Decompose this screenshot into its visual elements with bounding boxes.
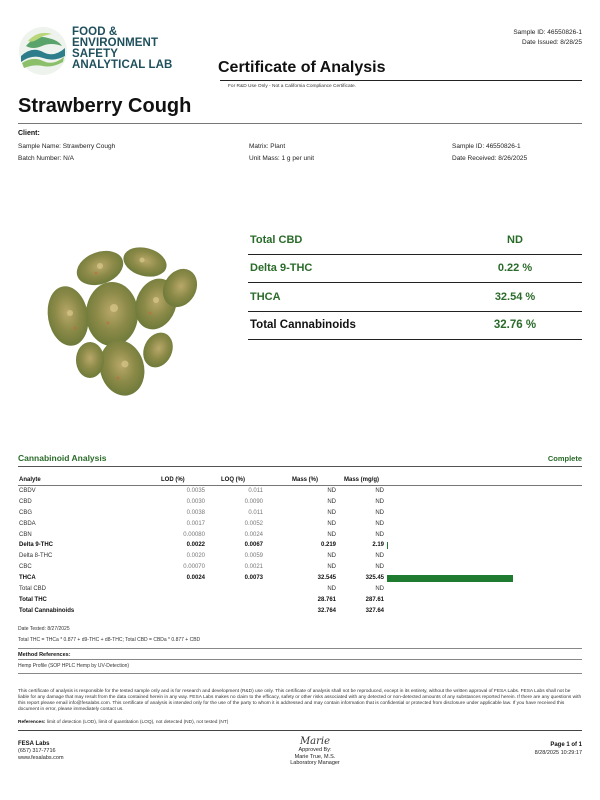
summary-label: Delta 9-THC <box>250 262 313 275</box>
sample-name: Sample Name: Strawberry Cough <box>18 143 116 150</box>
table-row <box>18 562 582 573</box>
footer-divider <box>18 730 582 731</box>
cannabinoid-table <box>18 475 582 617</box>
page-number: Page 1 of 1 <box>550 742 582 748</box>
cell-loq: 0.011 <box>248 509 263 516</box>
cell-mass-pct: ND <box>327 564 336 571</box>
client-label: Client: <box>18 130 40 137</box>
footer-approval <box>270 736 360 767</box>
cell-mass-pct: ND <box>327 520 336 527</box>
table-row <box>18 551 582 562</box>
summary-value: 32.54 % <box>494 290 536 303</box>
cell-mass-pct: ND <box>327 498 336 505</box>
cell-mass-pct: ND <box>327 531 336 538</box>
references-label: References: <box>18 720 46 725</box>
table-row <box>18 573 582 584</box>
cell-mass-mg: ND <box>375 488 384 494</box>
cell-lod: 0.0030 <box>186 498 205 505</box>
cell-lod: 0.00070 <box>183 564 205 571</box>
summary-table <box>248 226 582 340</box>
summary-row-total-cbd <box>248 226 582 255</box>
cell-mass-mg: ND <box>375 520 384 527</box>
date-tested: Date Tested: 8/27/2025 <box>18 626 70 632</box>
table-row <box>18 606 582 617</box>
cell-lod: 0.0017 <box>186 520 205 527</box>
summary-label: Total Cannabinoids <box>250 319 356 332</box>
product-photo <box>30 228 225 408</box>
product-title: Strawberry Cough <box>18 95 192 117</box>
summary-value: ND <box>507 233 523 246</box>
unit-mass: Unit Mass: 1 g per unit <box>249 155 315 162</box>
cell-loq: 0.0052 <box>244 520 263 527</box>
cell-mass-pct: 28.761 <box>317 596 336 603</box>
table-header-row <box>18 475 582 486</box>
title-divider <box>18 123 582 124</box>
references <box>18 720 228 725</box>
cell-analyte: Total CBD <box>19 586 47 593</box>
approver-name: Marie True, M.S. <box>294 753 336 760</box>
table-row <box>18 540 582 551</box>
cell-analyte: CBG <box>19 509 33 516</box>
analysis-status: Complete <box>547 454 582 463</box>
footer-lab-info <box>18 741 64 762</box>
cell-mass-pct: 32.764 <box>317 607 336 614</box>
batch-number: Batch Number: N/A <box>18 155 74 162</box>
cell-loq: 0.011 <box>248 488 263 494</box>
cell-analyte: CBD <box>19 498 32 505</box>
cell-loq: 0.0067 <box>244 542 263 549</box>
references-text: limit of detection (LOD), limit of quantitation (LOQ), not detected (ND), not tested (NT) <box>46 720 229 725</box>
cell-mass-mg: ND <box>375 586 384 593</box>
header-mass-mg: Mass (mg/g) <box>344 477 380 483</box>
header-lod: LOD (%) <box>161 477 185 483</box>
cell-loq: 0.0024 <box>244 531 263 538</box>
mass-bar <box>387 542 388 549</box>
table-row <box>18 584 582 595</box>
total-formula: Total THC = THCa * 0.877 + d9-THC + d8-THC; Total CBD = CBDa * 0.877 + CBD <box>18 637 201 643</box>
date-received: Date Received: 8/26/2025 <box>452 155 528 162</box>
summary-label: THCA <box>250 290 281 303</box>
cell-loq: 0.0021 <box>244 564 263 571</box>
cell-mass-pct: ND <box>327 509 336 516</box>
analysis-divider <box>18 466 582 467</box>
cell-mass-mg: 2.19 <box>372 542 384 549</box>
report-timestamp: 8/28/2025 10:29:17 <box>534 750 582 756</box>
header-sample-id: Sample ID: 46550826-1 <box>513 29 582 36</box>
cell-lod: 0.0020 <box>186 553 205 560</box>
client-info-col-1 <box>18 141 115 165</box>
header-divider <box>220 80 582 81</box>
cell-mass-mg: 327.64 <box>365 607 384 614</box>
summary-row-thca <box>248 283 582 312</box>
lab-name: FESA Labs <box>18 741 50 747</box>
cell-lod: 0.0038 <box>186 509 205 516</box>
header-analyte: Analyte <box>19 477 41 483</box>
cell-analyte: CBC <box>19 564 32 571</box>
cell-analyte: Delta 9-THC <box>19 542 54 549</box>
lab-logo-icon <box>18 26 68 76</box>
cell-mass-mg: ND <box>375 509 384 516</box>
table-row <box>18 486 582 497</box>
method-divider <box>18 673 582 674</box>
header-meta <box>513 28 582 48</box>
cell-loq: 0.0073 <box>244 575 263 582</box>
matrix: Matrix: Plant <box>249 143 286 150</box>
analysis-title: Cannabinoid Analysis <box>18 453 107 463</box>
cell-mass-mg: ND <box>375 498 384 505</box>
summary-value: 0.22 % <box>497 262 533 275</box>
cell-mass-pct: 0.219 <box>320 542 336 549</box>
cell-mass-mg: 287.61 <box>365 596 384 603</box>
client-info-col-3 <box>452 141 527 165</box>
cell-analyte: Delta 8-THC <box>19 553 53 560</box>
table-row <box>18 519 582 530</box>
cell-mass-pct: ND <box>327 553 336 560</box>
approver-signature: Marie <box>299 736 331 747</box>
table-row <box>18 595 582 606</box>
cell-lod: 0.0022 <box>186 542 205 549</box>
cell-mass-mg: ND <box>375 553 384 560</box>
cell-analyte: Total THC <box>19 596 47 603</box>
header-subtitle: For R&D Use Only - Not a California Compliance Certificate. <box>228 84 356 89</box>
cell-lod: 0.0035 <box>186 488 205 494</box>
lab-logo-text: FOOD & ENVIRONMENT SAFETY ANALYTICAL LAB <box>72 26 173 71</box>
table-row <box>18 497 582 508</box>
summary-label: Total CBD <box>250 233 303 246</box>
cell-loq: 0.0059 <box>244 553 263 560</box>
cell-mass-pct: 32.545 <box>317 575 336 582</box>
lab-phone: (657) 317-7716 <box>18 748 56 754</box>
mass-bar <box>387 575 513 582</box>
approved-by-label: Approved By: <box>298 747 332 753</box>
table-row <box>18 508 582 519</box>
cell-loq: 0.0090 <box>244 498 263 505</box>
cell-mass-mg: ND <box>375 564 384 571</box>
cell-mass-mg: ND <box>375 531 384 538</box>
client-info-col-2 <box>249 141 314 165</box>
lab-website: www.fesalabs.com <box>18 755 64 761</box>
disclaimer: This certificate of analysis is responsible for the tested sample only and is for research and development (R&D) use only. This certificate of analysis shall not be reproduced, except in its entirety, without the written approval of FESA Labs. FESA Labs shall not be liable for any damage that may result from the data contained herein in any way. FESA Labs makes no claim to the efficacy, safety or other risks associated with any detected or non-detected amounts of any substances reported herein. If there are any questions with this report please email info@fesalabs.com. This certificate of analysis is intended only for the use of the party to whom it is addressed and may contain information that is confidential or protected from disclosure under applicable law. If you have received this document in error, please immediately contact us. <box>18 689 582 712</box>
cell-analyte: Total Cannabinoids <box>19 607 75 614</box>
summary-row-total-cannabinoids <box>248 312 582 341</box>
approver-title: Laboratory Manager <box>290 760 340 766</box>
header-date-issued: Date Issued: 8/28/25 <box>522 39 582 46</box>
cell-analyte: CBN <box>19 531 32 538</box>
footer-page-info <box>535 741 582 757</box>
cell-lod: 0.0024 <box>186 575 205 582</box>
document-title: Certificate of Analysis <box>218 59 386 76</box>
cell-mass-pct: ND <box>327 488 336 494</box>
method-reference: Hemp Profile (SOP HPLC Hemp by UV-Detection) <box>18 663 130 669</box>
cell-mass-pct: ND <box>327 586 336 593</box>
summary-value: 32.76 % <box>493 319 537 332</box>
cell-mass-mg: 325.45 <box>365 575 384 582</box>
cell-analyte: CBDA <box>19 520 36 527</box>
method-references-heading: Method References: <box>18 648 582 660</box>
cell-analyte: CBDV <box>19 488 36 494</box>
table-row <box>18 530 582 541</box>
client-sample-id: Sample ID: 46550826-1 <box>452 143 521 150</box>
header-mass-pct: Mass (%) <box>292 477 319 483</box>
cell-lod: 0.00080 <box>183 531 205 538</box>
cell-analyte: THCA <box>19 575 36 582</box>
header-loq: LOQ (%) <box>221 477 245 483</box>
summary-row-delta9-thc <box>248 255 582 284</box>
